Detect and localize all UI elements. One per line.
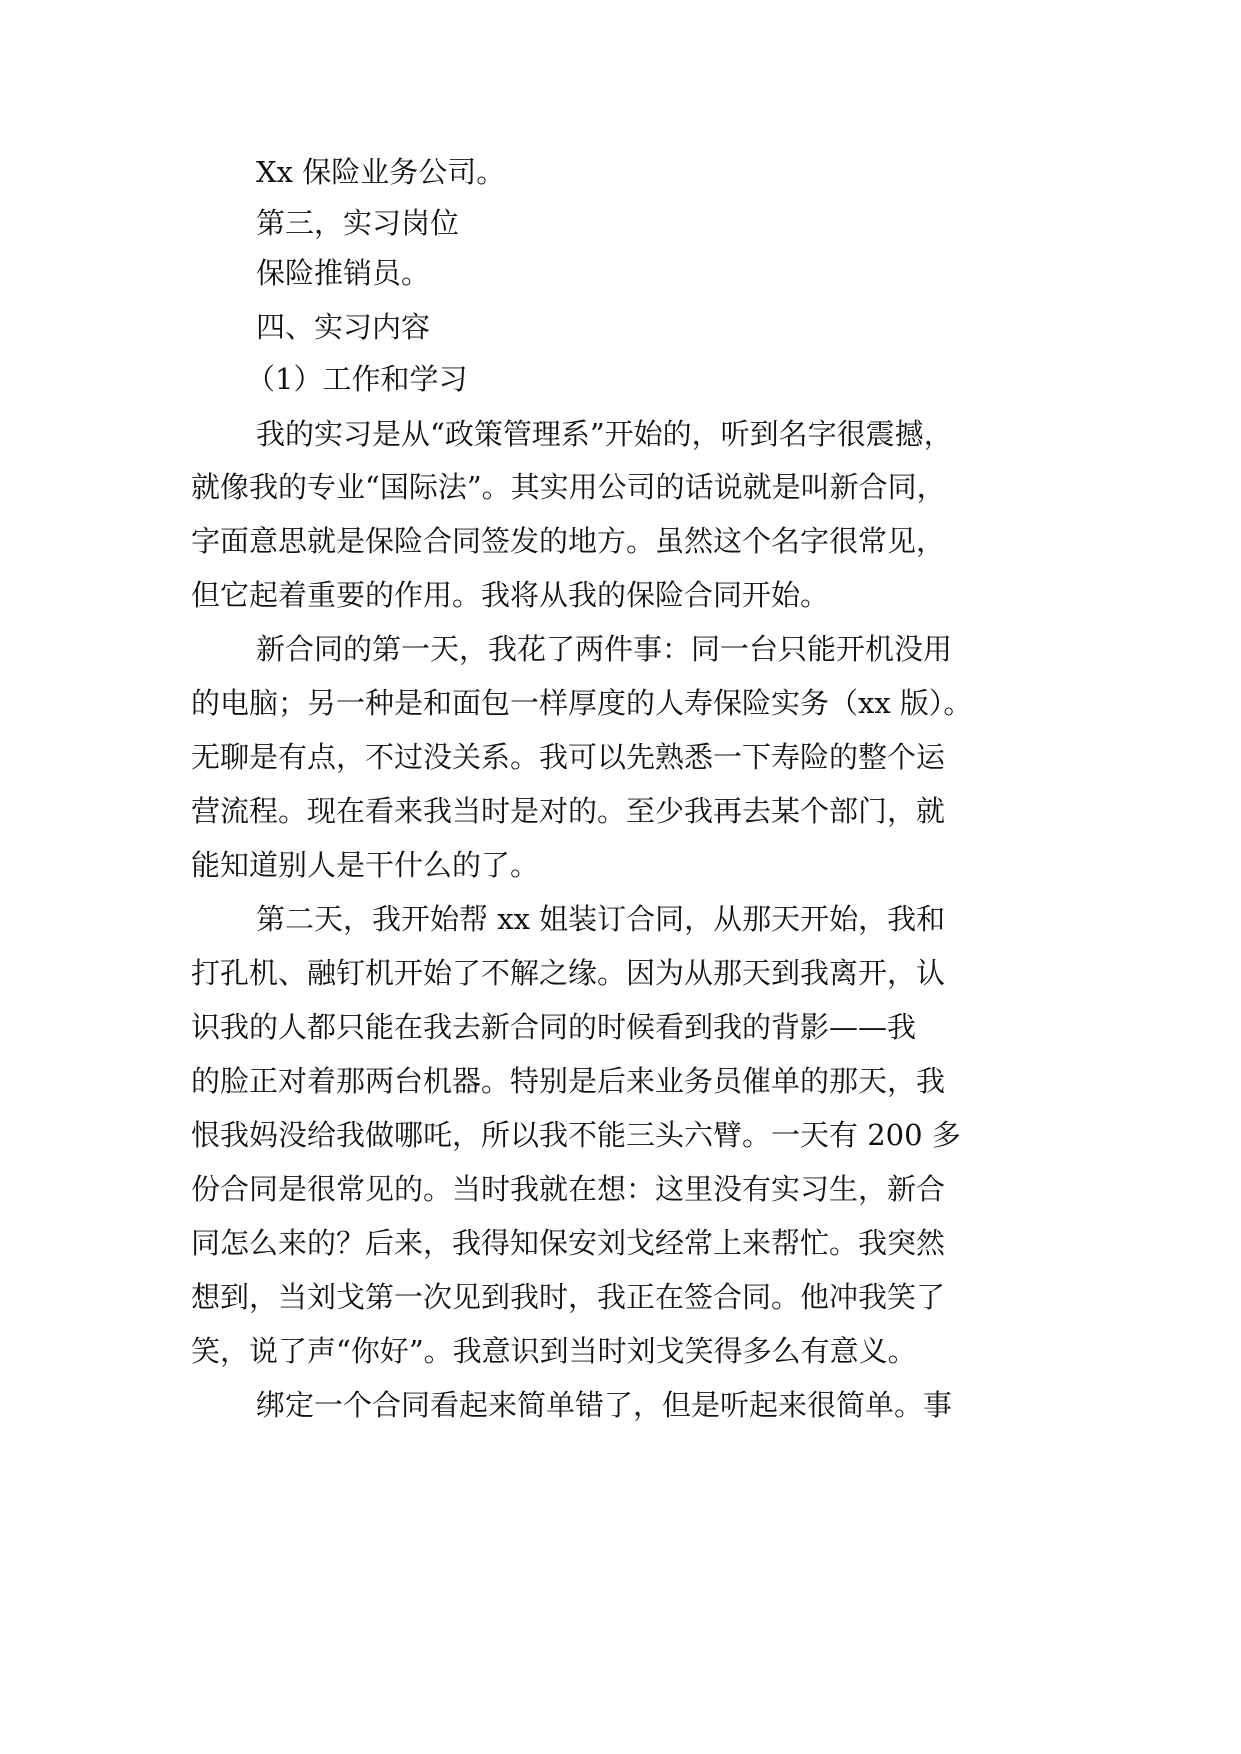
paragraph-line: 想到，当刘戈第一次见到我时，我正在签合同。他冲我笑了 (191, 1280, 946, 1314)
paragraph-line: 识我的人都只能在我去新合同的时候看到我的背影——我 (191, 1010, 917, 1044)
paragraph-line: 无聊是有点，不过没关系。我可以先熟悉一下寿险的整个运 (191, 740, 946, 774)
section-heading-position: 第三，实习岗位 (256, 206, 460, 240)
company-line: Xx 保险业务公司。 (256, 155, 506, 189)
subsection-heading-work-study: （1）工作和学习 (246, 362, 468, 396)
paragraph-line: 份合同是很常见的。当时我就在想：这里没有实习生，新合 (191, 1172, 946, 1206)
paragraph-line: 笑，说了声“你好”。我意识到当时刘戈笑得多么有意义。 (191, 1334, 917, 1368)
paragraph-line: 绑定一个合同看起来简单错了，但是听起来很简单。事 (256, 1388, 953, 1422)
paragraph-line: 的脸正对着那两台机器。特别是后来业务员催单的那天，我 (191, 1064, 946, 1098)
paragraph-line: 营流程。现在看来我当时是对的。至少我再去某个部门，就 (191, 794, 946, 828)
section-heading-content: 四、实习内容 (256, 310, 431, 344)
paragraph-line: 能知道别人是干什么的了。 (191, 848, 540, 882)
paragraph-line: 的电脑；另一种是和面包一样厚度的人寿保险实务（xx 版）。 (191, 686, 973, 720)
paragraph-line: 同怎么来的？后来，我得知保安刘戈经常上来帮忙。我突然 (191, 1226, 946, 1260)
paragraph-line: 我的实习是从“政策管理系”开始的，听到名字很震撼， (256, 417, 953, 451)
paragraph-line: 就像我的专业“国际法”。其实用公司的话说就是叫新合同， (191, 470, 946, 504)
paragraph-line: 第二天，我开始帮 xx 姐装订合同，从那天开始，我和 (256, 902, 946, 936)
paragraph-line: 打孔机、融钉机开始了不解之缘。因为从那天到我离开，认 (191, 956, 946, 990)
position-line: 保险推销员。 (256, 256, 431, 290)
paragraph-line: 字面意思就是保险合同签发的地方。虽然这个名字很常见， (191, 524, 946, 558)
paragraph-line: 新合同的第一天，我花了两件事：同一台只能开机没用 (256, 632, 953, 666)
paragraph-line: 恨我妈没给我做哪吒，所以我不能三头六臂。一天有 200 多 (191, 1118, 961, 1152)
paragraph-line: 但它起着重要的作用。我将从我的保险合同开始。 (191, 578, 830, 612)
